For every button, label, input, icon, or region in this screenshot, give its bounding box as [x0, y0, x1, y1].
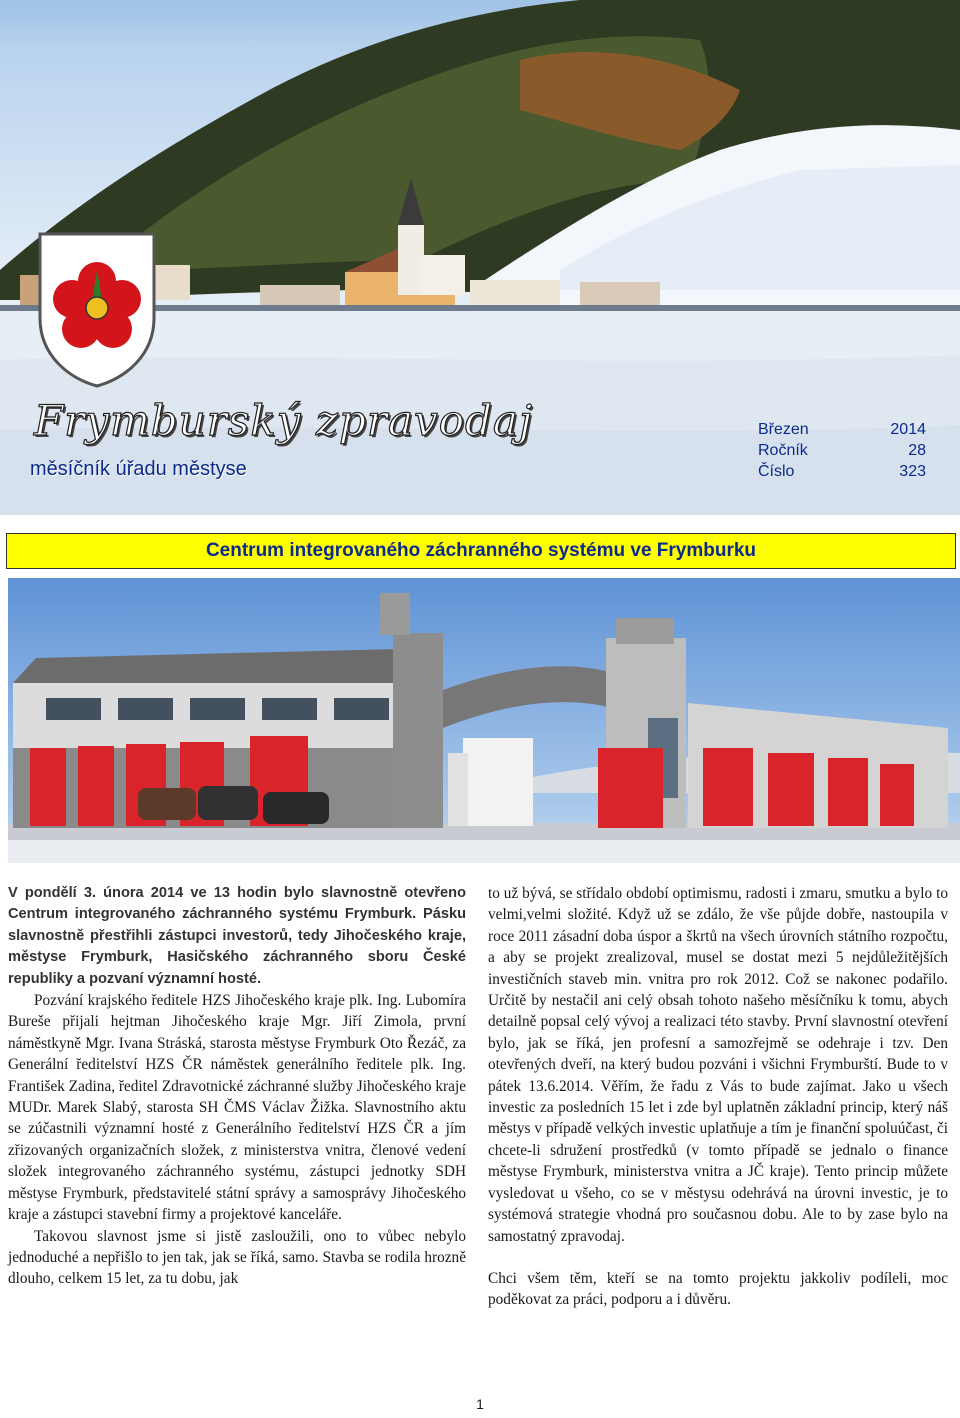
article-headline: Centrum integrovaného záchranného systému ve Frymburku	[6, 533, 956, 569]
issue-number-row	[758, 463, 926, 484]
fire-station-photo	[8, 578, 960, 863]
article-column-left	[8, 883, 466, 1290]
coat-of-arms-logo	[36, 230, 158, 388]
issue-month-row	[758, 421, 926, 442]
issue-volume-row	[758, 442, 926, 463]
issue-year: 2014	[890, 421, 926, 438]
header-photo	[0, 0, 960, 515]
issue-number-label: Číslo	[758, 463, 795, 480]
issue-volume: 28	[908, 442, 926, 459]
article-paragraph-history: to už bývá, se střídalo období optimismu, radosti i zmaru, smutku a bylo to velmi,velmi složité. Když už se zdálo, že vše půjde dobře, nastoupila v roce 2011 zásadní doba úspor a škrtů na všech úrovních státního rozpočtu, a aby se projekt zrealizoval, musel se dostat mezi 5 nejdůležitějších investičních staveb min. vnitra pro rok 2012. Což se nakonec podařilo. Určitě by nestačil ani celý obsah tohoto našeho měsíčníku k tomu, abych detailně popsal celý vývoj a realizaci této stavby. První slavnostní otevření bylo, jak se říká, jen profesní a samozřejmě se odehraje i tzv. Den otevřených dveří, na který budou pozváni i všichni Frymburští. Bude to v pátek 13.6.2014. Věřím, že řadu z Vás to bude zajímat. Jako u všech investic za posledních 15 let i zde byl uplatněn základní princip, který náš městys v případě velkých investic uplatňuje a tím je finanční spoluúčast, či chcete-li sdružení prostředků (v tomto případě se jednalo o finance městyse Frymburk, ministerstva vnitra a JČ kraje). Tento princip můžete vysledovat u všeho, co se v městysu odehrává na úrovni investic, je to systémová strategie vhodná pro současnou dobu. Ale to by zase bylo na samostatný zpravodaj.	[488, 885, 948, 1245]
issue-number: 323	[899, 463, 926, 480]
issue-month-label: Březen	[758, 421, 809, 438]
newsletter-subtitle: měsíčník úřadu městyse	[30, 458, 247, 480]
issue-info	[758, 421, 926, 484]
issue-volume-label: Ročník	[758, 442, 808, 459]
newsletter-title: Frymburský zpravodaj	[34, 396, 533, 445]
article-paragraph-construction: Takovou slavnost jsme si jistě zasloužili, ono to vůbec nebylo jednoduché a nepřišlo to jen tak, jak se říká, samo. Stavba se rodila hrozně dlouho, celkem 15 let, za tu dobu, jak	[8, 1227, 466, 1288]
article-column-right	[488, 883, 948, 1311]
article-lead: V pondělí 3. února 2014 ve 13 hodin bylo slavnostně otevřeno Centrum integrovaného záchranného systému Frymburk. Pásku slavnostně přestřihli zástupci investorů, tedy Jihočeského kraje, městyse Frymburk, Hasičského záchranného sboru České republiky a pozvaní významní hosté.	[8, 885, 466, 987]
page-number: 1	[476, 1396, 484, 1412]
article-paragraph-thanks: Chci všem těm, kteří se na tomto projektu jakkoliv podíleli, moc poděkovat za práci, podporu a i důvěru.	[488, 1269, 948, 1309]
article-paragraph-guests: Pozvání krajského ředitele HZS Jihočeského kraje plk. Ing. Lubomíra Bureše přijali hejtman Jihočeského kraje Mgr. Jiří Zimola, první náměstkyně Mgr. Ivana Stráská, starosta městyse Frymburk Oto Řezáč, za Generální ředitelství HZS ČR náměstek generálního ředitele plk. Ing. František Zadina, ředitel Zdravotnické záchranné služby Jihočeského kraje MUDr. Marek Slabý, starosta SH ČMS Václav Žižka. Slavnostního aktu se zúčastnili významní hosté z Generálního ředitelství HZS ČR a jím zřizovaných organizačních složek, z ministerstva vnitra, členové vedení složek integrovaného záchranného systému, zástupci jednotky SDH městyse Frymburk, představitelé státní správy a samosprávy Jihočeského kraje a zástupci stavební firmy a projektové kanceláře.	[8, 992, 466, 1224]
fire-station-image	[8, 578, 960, 863]
